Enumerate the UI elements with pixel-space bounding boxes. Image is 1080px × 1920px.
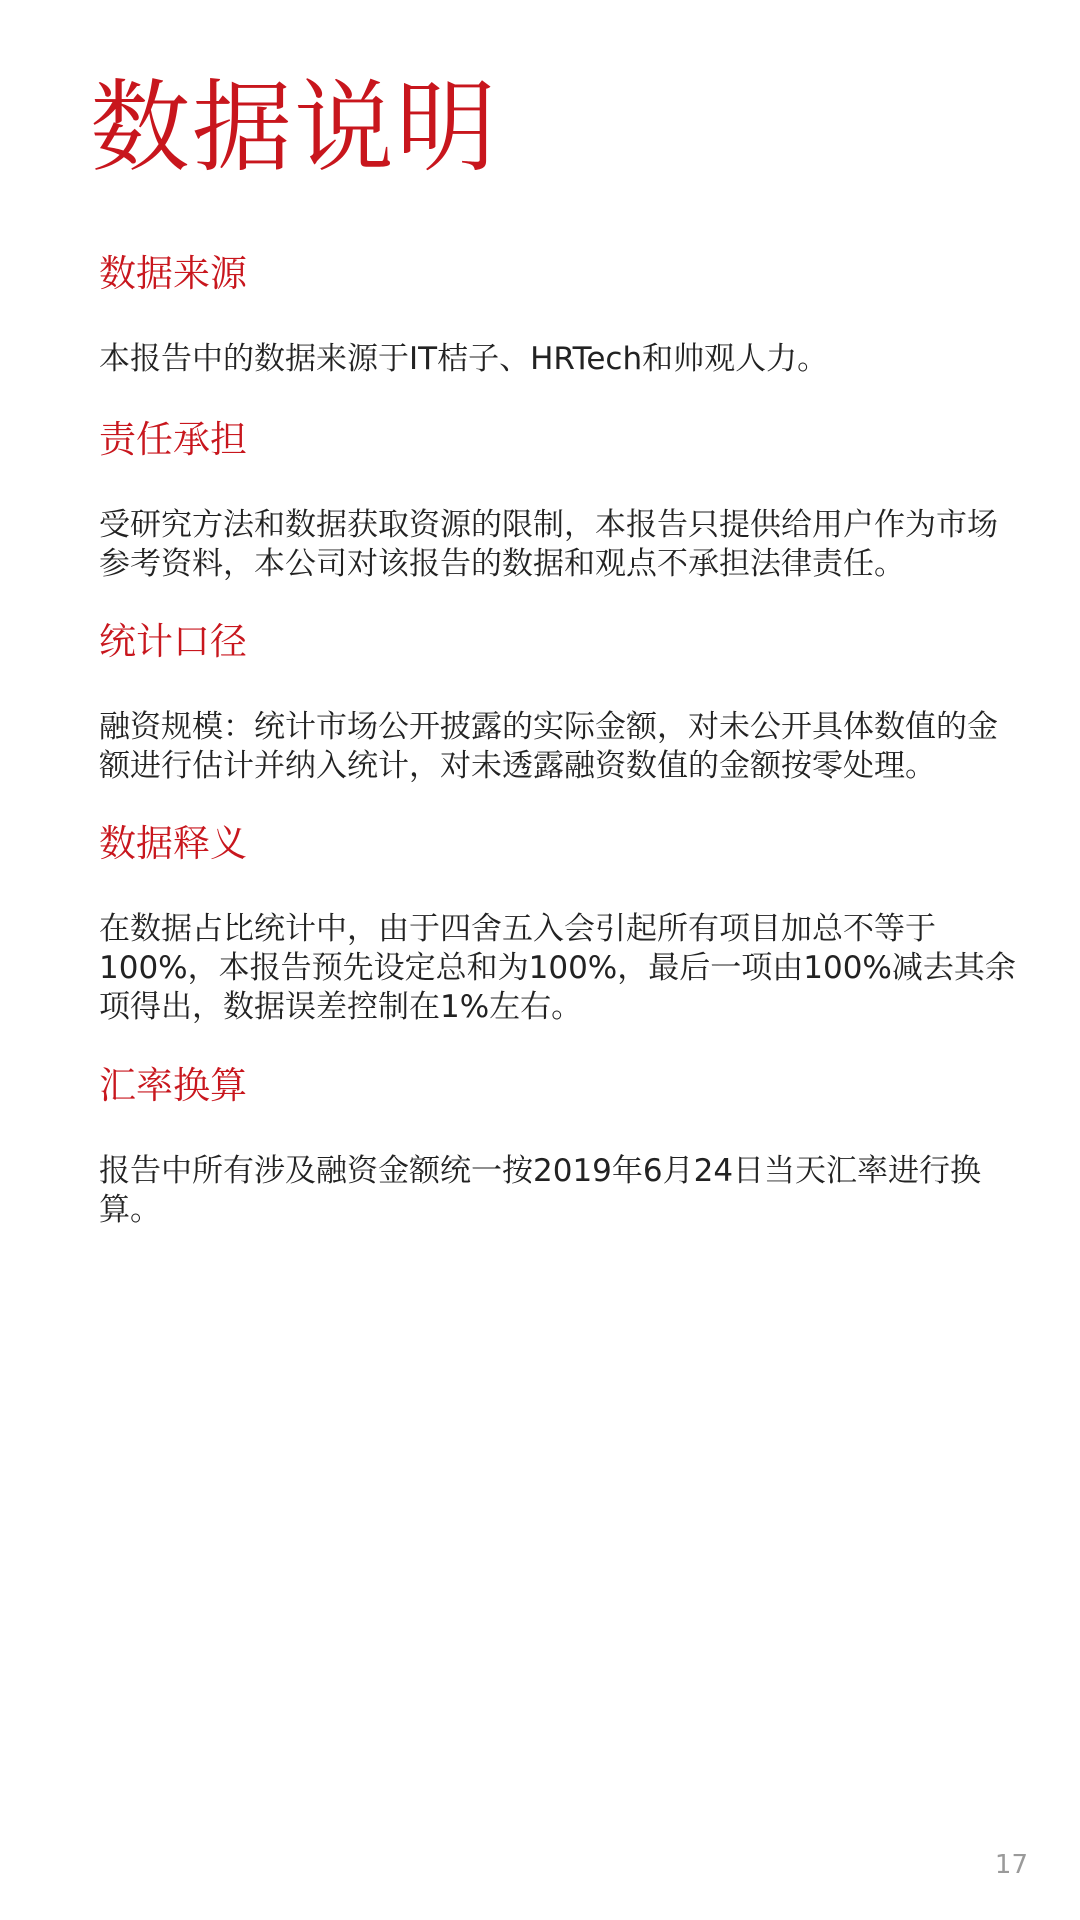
section-body-statistical-scope: 融资规模：统计市场公开披露的实际金额，对未公开具体数值的金额进行估计并纳入统计，对未透露融资数值的金额按零处理。	[99, 709, 998, 785]
section-heading-data-source: 数据来源	[99, 252, 247, 295]
section-body-data-source: 本报告中的数据来源于IT桔子、HRTech和帅观人力。	[99, 341, 829, 378]
section-statistical-scope	[99, 620, 1019, 786]
section-body-liability: 受研究方法和数据获取资源的限制，本报告只提供给用户作为市场参考资料，本公司对该报告的数据和观点不承担法律责任。	[99, 507, 998, 583]
section-data-definition	[99, 822, 1019, 1027]
section-body-data-definition: 在数据占比统计中，由于四舍五入会引起所有项目加总不等于100%，本报告预先设定总和为100%，最后一项由100%减去其余项得出，数据误差控制在1%左右。	[99, 911, 1016, 1026]
section-body-exchange-rate: 报告中所有涉及融资金额统一按2019年6月24日当天汇率进行换算。	[99, 1153, 982, 1229]
section-heading-liability: 责任承担	[99, 418, 247, 461]
section-heading-data-definition: 数据释义	[99, 822, 247, 865]
section-heading-statistical-scope: 统计口径	[99, 620, 247, 663]
section-heading-exchange-rate: 汇率换算	[99, 1064, 247, 1107]
section-liability	[99, 418, 1019, 584]
section-exchange-rate	[99, 1064, 1019, 1230]
page-title: 数据说明	[90, 69, 498, 186]
section-data-source	[99, 252, 1019, 379]
page-number: 17	[994, 1850, 1028, 1880]
